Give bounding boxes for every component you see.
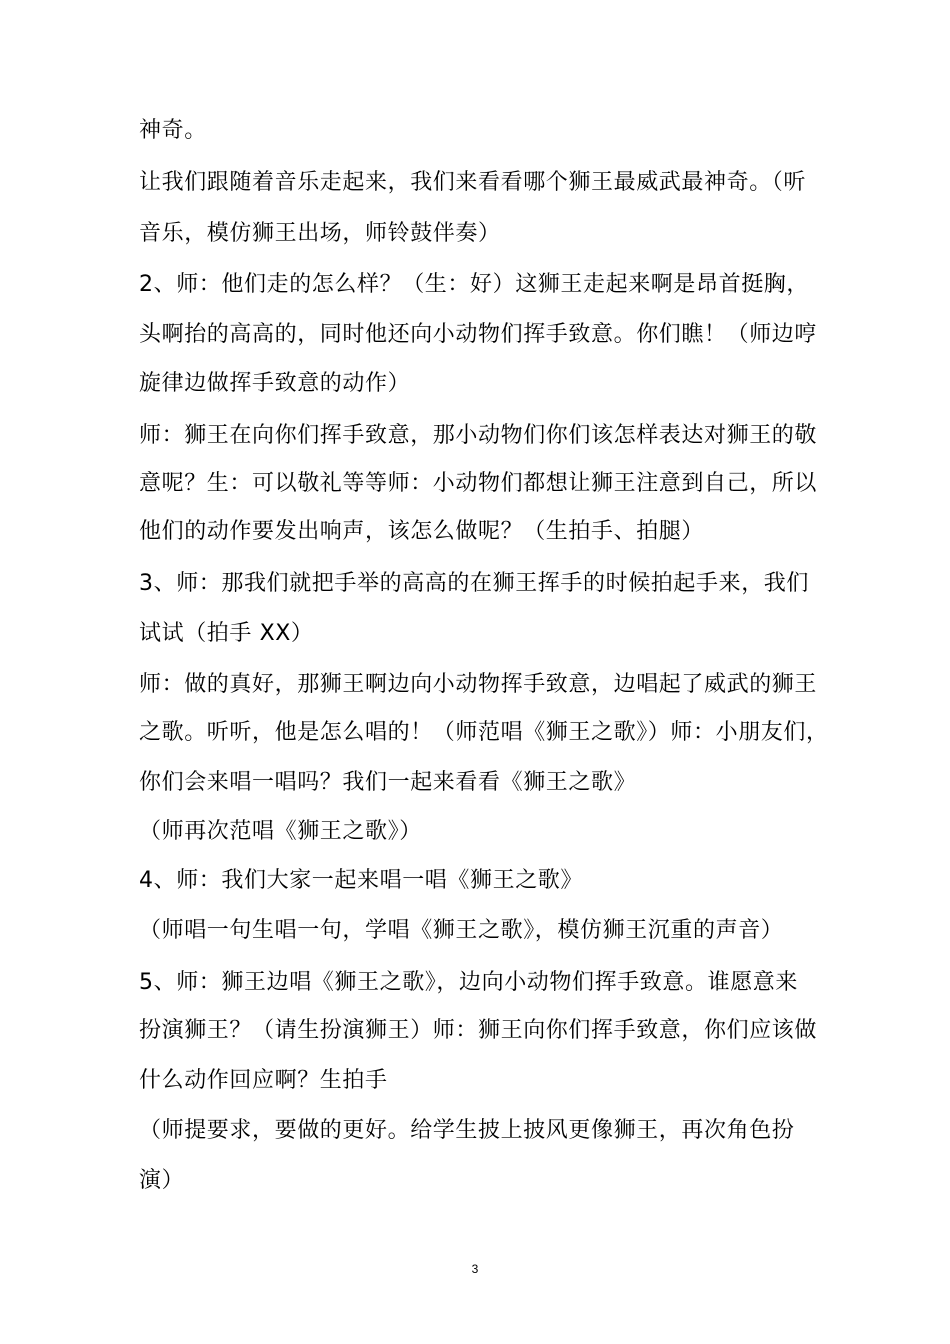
text-line: 什么动作回应啊？生拍手 [139, 1068, 388, 1093]
text-line: 3、师：那我们就把手举的高高的在狮王挥手的时候拍起手来，我们 [139, 571, 809, 596]
text-line: （师再次范唱《狮王之歌》） [139, 819, 422, 844]
text-line: 让我们跟随着音乐走起来，我们来看看哪个狮王最威武最神奇。（听 [139, 170, 807, 195]
text-line: 4、师：我们大家一起来唱一唱《狮王之歌》 [139, 868, 583, 893]
text-line: 试试（拍手 XX） [139, 621, 314, 646]
text-line: 旋律边做挥手致意的动作） [139, 371, 411, 396]
text-line: 他们的动作要发出响声，该怎么做呢？（生拍手、拍腿） [139, 519, 705, 544]
text-line: 之歌。听听，他是怎么唱的！（师范唱《狮王之歌》）师：小朋友们， [139, 720, 829, 745]
text-line: 2、师：他们走的怎么样？（生：好）这狮王走起来啊是昂首挺胸， [139, 272, 809, 297]
text-line: 扮演狮王？（请生扮演狮王）师：狮王向你们挥手致意，你们应该做 [139, 1018, 818, 1043]
text-line: 5、师：狮王边唱《狮王之歌》，边向小动物们挥手致意。谁愿意来 [139, 970, 798, 995]
text-line: 师：做的真好，那狮王啊边向小动物挥手致意，边唱起了威武的狮王 [139, 672, 818, 697]
text-line: （师提要求，要做的更好。给学生披上披风更像狮王，再次角色扮 [139, 1118, 795, 1143]
text-line: 演） [139, 1168, 185, 1193]
text-line: 音乐，模仿狮王出场，师铃鼓伴奏） [139, 221, 501, 246]
text-line: （师唱一句生唱一句，学唱《狮王之歌》，模仿狮王沉重的声音） [139, 918, 784, 943]
text-line: 神奇。 [139, 118, 207, 143]
text-line: 你们会来唱一唱吗？我们一起来看看《狮王之歌》 [139, 770, 637, 795]
text-line: 师：狮王在向你们挥手致意，那小动物们你们该怎样表达对狮王的敬 [139, 423, 818, 448]
text-line: 头啊抬的高高的，同时他还向小动物们挥手致意。你们瞧！（师边哼 [139, 322, 818, 347]
text-line: 意呢？生：可以敬礼等等师：小动物们都想让狮王注意到自己，所以 [139, 471, 818, 496]
page-number: 3 [471, 1262, 479, 1276]
